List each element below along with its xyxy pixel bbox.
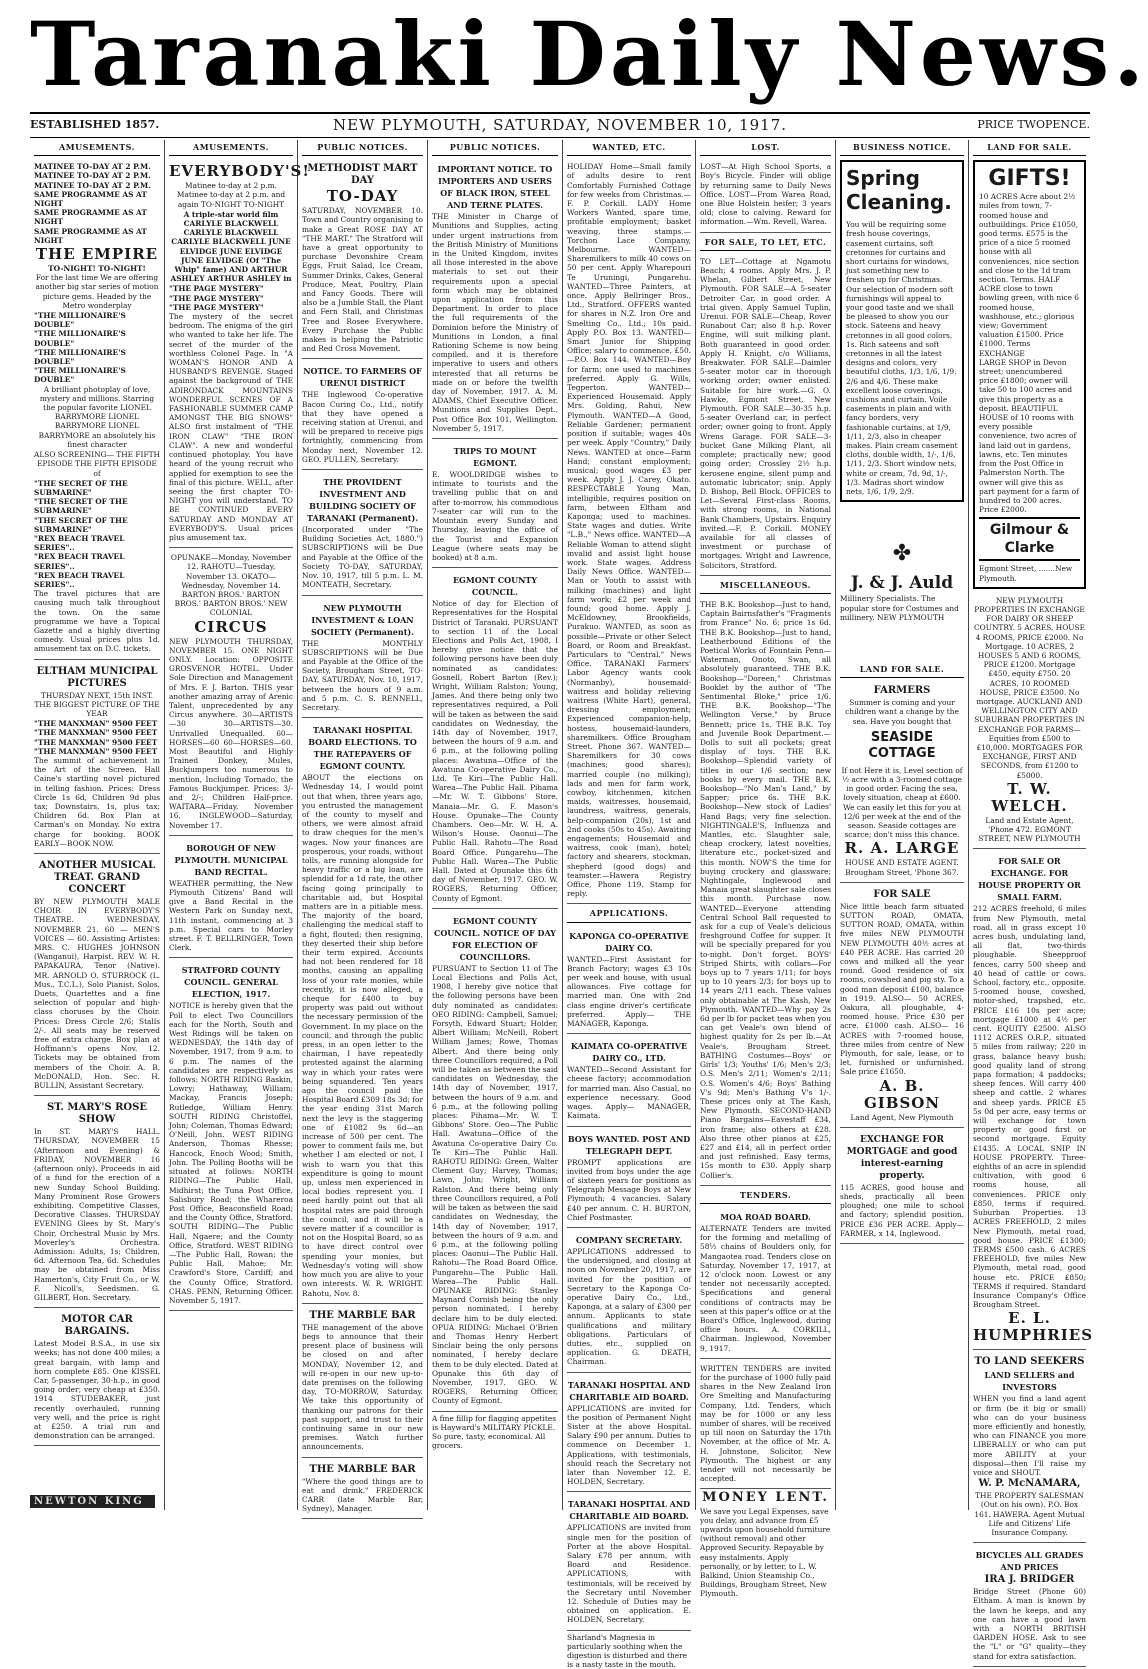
ad-text: NOTICE is hereby given that the Poll to elect Two Councillors each for the North, South and West Ridings will be taken on WEDNESDAY, the 14th day of November, 1917, from 9 a.m. to 6 p.m. The names of the candidates are respectively as follows: NORTH RIDING Baskin, Lowry; Hathaway, William; Mackay, Francis Joseph; Rutledge, William Henry. SOUTH RIDING Christoffel, John; Coleman, Thomas Edward; O'Neill, John. WEST RIDING Anderson, Thomas Rhesse; Hancock, Enoch Wood; Smith, John. The Polling Booths will be situated at follows: NORTH RIDING—The Public Hall, Midhirst; the Tuna Post Office, Salisbury Road; the Whareroa Post Office, Beaconsfield Road; and the County Office, Stratford. SOUTH RIDING—The Public Hall, Ngaere; and the County Office, Stratford. WEST RIDING—The Public Hall, Rowan; the Public Hall, Mahoe; Mr. Crawford's Store, Cardiff; and the County Office, Stratford. CHAS. PENN, Returning Officer. November 5, 1917. — [169, 1001, 293, 1305]
ad-text: 10 ACRES Acre about 2½ miles from town, 7-roomed house and outbuildings. Price £1050, good terms. £575 is the price of a nice 5 roomed house with all conveniences, nice section and close to the 1d tram section. Terms. HALF ACRE close to town bowling green, with nice 6 roomed house, washhouse, etc.; glorious view; Government valuation £1500. Price £1000. Terms — [979, 192, 1080, 349]
ad-text: The mystery of the secret bedroom. The enigma of the girl who wanted to take her life. The secret of the murder of the worthless Colonel Page. In "A WOMAN'S HONOR AND A HUSBAND'S REVENGE. Staged against the background of THE ADIRONDACK MOUNTAINS WONDERFUL SCENES OF A FASHIONABLE SUMMER CAMP AMONGST THE BIG SNOWS" ALSO first instalment of "THE IRON CLAW" "THE IRON CLAW". A new and wonderful continued photoplay. You have heard of the young recruit who applied for exemption to see the final of this picture. WELL, after seeing the first chapter TO-NIGHT you will understand. TO BE CONTINUED EVERY SATURDAY AND MONDAY AT EVERYBODY'S. Usual prices plus amusement tax. — [169, 312, 293, 542]
company-secretary-advert — [567, 1230, 691, 1373]
ad-text: PROMPT applications are invited from boys under the age of sixteen years for positions as Telegraph Message Boys at New Plymouth; 4 vacancies. Salary £40 per annum. C. H. BURTON, Chief Postmaster. — [567, 1157, 691, 1222]
ad-text: 115 ACRES, good house and sheds, practically all been ploughed; one mile to school and factory; splendid position. PRICE £36 PER ACRE. Apply— FARMER, x 14, Inglewood. — [840, 1182, 964, 1238]
ad-title: EGMONT COUNTY COUNCIL. — [452, 575, 538, 598]
everybodys-advert — [169, 159, 310, 548]
ad-title: GIFTS! — [988, 166, 1071, 192]
ad-text: The summit of achievement in the Art of the Screen. Hall Caine's startling novel pictured in telling fashion. Prices: Dress Circle 1s 6d, Children 9d plus tax; Downstairs, 1s, plus tax; Children 6d. Box Plan at Carman's on Monday. No extra charge for booking. BOOK EARLY—BOOK NOW. — [34, 755, 160, 848]
ad-text: You will be requiring some fresh house coverings, casement curtains, soft cretonnes for curtains and short curtains for windows, just something new to freshen up for Christmas. Our selection of modern soft furnishings will appeal to your good taste and we shall be pleased to show you our stock. Sateens and heavy cretonnes in all good colors, 1s. Rich sateens and soft cretonnes in all the latest designs and colors, very beautiful cloths, 1/3, 1/6, 1/9, 2/6 and 4/6. These make excellent loose coverings, cushions and curtain. Voile casements in plain and with fancy borders, very fashionable curtains, at 1/9, 1/11, 2/3, also in cheaper makes. Plain cream casement cloths, double width, 1/-, 1/6, 1/11, 2/3. Short window nets, white or cream, 7d, 9d, 1/-, 1/3. Madras short window nets, 1/6, 1/9, 2/9. — [846, 220, 958, 497]
munitions-notice — [432, 159, 558, 439]
egmont-council-election — [432, 911, 558, 1412]
agent-name: T. W. WELCH. — [991, 779, 1068, 815]
ad-title: THE MARBLE BAR — [309, 1309, 416, 1321]
ad-title: STRATFORD COUNTY COUNCIL. GENERAL ELECTION, 1917. — [181, 965, 281, 1000]
section-heading: APPLICATIONS. — [567, 906, 691, 922]
ad-title: MOTOR CAR BARGAINS. — [61, 1314, 133, 1338]
mortgage-exchange-advert — [840, 1130, 964, 1244]
ad-text: BY NEW PLYMOUTH MALE CHOIR IN EVERYBODY'S THEATRE. WEDNESDAY, NOVEMBER 21. 60 — MEN'S VOICES — 60. Assisting Artistes: MRS. C. HUGHES JOHNSON (Wanganui), Harpist. REV. W. H. PAPAKAURA, Tenor (Native). MR. ARNOLD O. STURROCK (L. Mus., T.C.L.), Solo Pianist. Solos, Duets, Quartettes and a fine selection of popular and high-class choruses by the Choir. Prices: Dress Circle 2/6; Stalls 2/-. All seats may be reserved free of extra charge. Box plan at Hoffmann's opens Nov. 12. Tickets may be obtained from members of the Choir. A. B. McDONALD, Hon. Sec. H. BULLIN, Assistant Secretary. — [34, 897, 160, 1091]
ad-title: TARANAKI HOSPITAL AND CHARITABLE AID BOARD. — [567, 1379, 691, 1402]
agent-name: R. A. LARGE — [844, 839, 960, 858]
hospital-board-letter — [302, 720, 423, 1304]
issue-price: PRICE TWOPENCE. — [977, 118, 1090, 131]
section-heading: AMUSEMENTS. — [169, 140, 293, 156]
bicycles-advert — [973, 1545, 1086, 1667]
ad-title: BICYCLES ALL GRADES AND PRICES — [975, 1550, 1084, 1573]
auld-store-name: J. & J. Auld — [850, 573, 954, 594]
ad-line: "THE MILLIONAIRE'S DOUBLE" — [34, 347, 126, 367]
ad-text: In ST. MARY'S HALL. THURSDAY, NOVEMBER 15 (Afternoon and Evening) & FRIDAY, NOVEMBER 16 (afternoon only). Proceeds in aid of a fund for the erection of a new Sunday School Building. Many Prominent Rose Growers exhibiting. Competitive Classes, Decorative Classes. THURSDAY EVENING Glees by St. Mary's Choir, Orchestral Music by Mrs. Moverley's Orchestra. Admission: Adults, 1s; Children, 6d. Afternoon Tea, 6d. Schedules may be obtained from Miss Hamerton's, City Fruit Co., or W. F. Nicoll's, Seedsmen. G. GILBERT, Hon. Secretary. — [34, 1127, 160, 1302]
ad-text: WANTED—First Assistant for Branch Factory; wages £3 10s per week and house, with usual allowances. Five cottage for married man. One with 2nd class engine driver's certificate preferred. Apply— THE MANAGER, Kaponga. — [567, 954, 691, 1029]
ad-title: TARANAKI HOSPITAL BOARD ELECTIONS. TO THE RATEPAYERS OF EGMONT COUNTY. — [308, 725, 417, 772]
spring-cleaning-advert — [840, 160, 964, 502]
ad-title: KAIMATA CO-OPERATIVE DAIRY CO., LTD. — [570, 1041, 688, 1064]
newton-king-banner: NEWTON KING — [30, 1495, 155, 1508]
ad-text: SATURDAY, NOVEMBER 10. Town and Country organising to make a Great ROSE DAY AT "THE MART." The Stratford will have a great opportunity to purchase Devonshire Cream Eggs, Fruit Salad, Ice Cream, Summer Drinks, Cakes, General Produce, Meat, Poultry, Plain and Fancy Goods. There will also be a Jumble Stall, the Plant and Fern Stall, and Christmas Tree and Rosee Everywhere. Every Purchase the Public makes is helping the Patriotic and Red Cross Movement. — [302, 206, 423, 354]
ad-text: Nice little beach farm situated SUTTON ROAD, OMATA, SUTTON ROAD, OMATA, within five miles NEW PLYMOUTH NEW PLYMOUTH 40½ acres at £40 PER ACRE. Has carried 20 cows and milked all the year round. Good residence of six rooms, cowshed and pig sty. To a good man deposit £100, balance in 1919. ALSO— 50 ACRES, Oakura, all ploughable, 4-roomed house. Price £30 per acre. £1000 cash. ALSO— 16 ACRES with 7-roomed house, three miles from centre of New Plymouth, for sale, lease, or to let, furnished or unfurnished. Sale price £1650. — [840, 901, 964, 1077]
lost-classifieds — [700, 159, 831, 232]
grand-concert-advert — [34, 856, 160, 1096]
ad-text: Land Agent, New Plymouth — [850, 1112, 954, 1122]
ad-text: THE B.K. Bookshop—Just to hand, Captain Bairnsfather's "Fragments from France" No. 6; price 1s 6d. THE B.K. Bookshop—Just to hand, Leatherbound Editions of the Poetical Works of Fountain Penn—Waterman, Onoto, Swan, all absolutely guaranteed. THE B.K. Bookshop—"Doreen," Christmas Booklet by the author of "The Sentimental Bloke," price 1/6. THE B.K. Bookshop—"The Wellington Verse," by Bruce Bennett; price 1s. THE B.K. Toy and Juvenile Book Department.—Dolls to suit all pockets; great display of toys. THE B.K. Bookshop—Splendid variety of titles in our 1/6 section; new books by every mail. THE B.K. Bookshop—"No Man's Land," by Sapper; price 6s. THE B.K. Bookshop—New stock of Ladies' Hand Bags; very fine selection. NIGHTINGALE'S, Influenza and Mantles, etc. Slaughter sale, cheap crockery, latest novelties, literature etc., pocket-sized and this month. NOW'S the time for buying crockery and glassware; Nightingale, Inglewood and Manaia great slaughter sale closes this month. Purchase now. WANTED—Everyone attending Central School Ball requested to ask for a cup of Veale's delicious freshground Coffee for supper. It will be specially prepared for you to-night. Don't forget. BOYS' Striped Shirts, with collars—For boys up to 7 years 1/11; for boys up to 10 years 2/3; for boys up to 14 years 2/11 each. These values only obtainable at The Kash, New Plymouth. WANTED—Why pay 2s 6d per lb for packet teas when you can get Veale's own blend of highest quality for 2s per lb.—At Veale's, Brougham Street. BATHING Costumes—Boys' or Girls' 1/3; Youths' 1/6; Men's 2/3; O.S. Men's 2/11; Women's 2/11; O.S. Women's 4/6; Boys' Bathing V's 9d; Men's Bathing V's 1/-. These prices only at The Kash, New Plymouth. SECOND-HAND Piano Bargains—Eavestaff £34, iron frame; also others at £28. Also three other pianos at £25, £27 and £14, all in perfect order and just refinished. Easy terms, 15s month to £30. Apply sharp Collier's. — [700, 599, 831, 1180]
ad-text: Summer is coming and your children want a change by the sea. Have you bought that — [845, 698, 959, 726]
ad-line: "THE PAGE MYSTERY" — [169, 284, 264, 294]
ad-text: Bridge Street (Phone 60) Eltham. A man is known by the lawn he keeps, and any one can have a good lawn with a NORTH BRITISH GARDEN HOSE. Ask to see the "L" or "G" quality—they stand for extra satisfaction. — [973, 1587, 1086, 1661]
section-heading: BUSINESS NOTICE. — [840, 140, 964, 156]
ad-title: ST. MARY'S ROSE SHOW — [47, 1102, 147, 1126]
ad-line: MATINEE TO-DAY AT 2 P.M. — [34, 171, 151, 181]
pickle-filler: A fine fillip for flagging appetites is Hayward's MILITARY PICKLE. So pure, tasty, economical. All grocers. — [432, 1413, 556, 1451]
ad-text: THE Minister in Charge of Munitions and Supplies, acting under urgent instructions from the British Ministry of Munitions in the United Kingdom, invites all those interested in the above materials to set out their requirements upon a special form which may be obtained upon application from this Department. In order to place the full requirements of the Dominion before the Ministry of Munitions in London, a final Rationing Scheme is now being compiled, and it is therefore imperative to users and others interested that all returns be made on or before the twelfth day of November, 1917. A. M. ADAMS, Chief Executive Officer. Munitions and Supplies Dept., Post Office Box 101, Wellington. November 5, 1917. — [432, 212, 558, 433]
issue-date: NEW PLYMOUTH, SATURDAY, NOVEMBER 10, 1917. — [332, 116, 788, 134]
column-amusements-2 — [165, 140, 310, 1510]
ad-line: "THE MANXMAN" 9500 FEET — [34, 737, 158, 747]
column-public-notices-2 — [428, 140, 563, 1510]
ad-line: "THE MILLIONAIRE'S DOUBLE" — [34, 329, 126, 348]
ad-line: "THE PAGE MYSTERY" — [169, 302, 264, 312]
ad-line: "THE MANXMAN" 9500 FEET — [34, 746, 158, 756]
ad-text: LARGE SHOP in Devon street; unencumbered price £1800; owner will take 50 to 100 acres and give this property as a deposit. BEAUTIFUL HOUSE of 10 rooms with every possible convenience, two acres of land laid out in gardens, lawns, etc. Ten minutes from the Post Office in Palmerston North. The owner will give this as part payment for a farm of hundred to 200 acres. Price £2000. — [979, 357, 1079, 515]
ad-text: TO LET—Cottage at Ngamotu Beach; 4 rooms. Apply Mrs. J. P. Whelan, Gilbert Street, New Plymouth. FOR SALE—A 5-seater Detroiter Car, in good order. A trial given. Apply Samuel Tuplin, Urenui. FOR SALE—Cheap, Rover Runabout Car; also 8 h.p. Rover Engine, will suit milking plant. Both guaranteed in good order. Apply H. Knight, c/o Williams, Breakwater. FOR SALE—Daimler 5-seater motor car in thorough working order; owner enlisted. Suitable for hire work.—G. O. Hawke, Egmont Street, New Plymouth. FOR SALE—30-35 h.p. 5-seater Overland car, in perfect order; owner going to front. Apply Wrens Garage. FOR SALE—3-bucket Gane Milking Plant, all complete; practically new; good going order; Crossley 2½ h.p. kerosene engine, silent pump and automatic lubricator; snip. Apply D. Bishop, Bell Block. OFFICES to Let—Several First-class Rooms, with strong rooms, in National Bank Chambers, Upstairs. Enquiry invited.—F. P. Corkill. MONEY available for all classes of investment or purchase of mortgages. Wright and Lawrence, Solicitors, Stratford. — [700, 256, 831, 570]
shares-tender — [700, 1361, 831, 1490]
forsale-classifieds — [700, 254, 831, 576]
ad-text: Land and Estate Agent, 'Phone 472. EGMONT STREET, NEW PLYMOUTH — [978, 815, 1081, 844]
ad-line: "THE SECRET OF THE SUBMARINE" — [34, 515, 128, 534]
agent-name: W. P. McNAMARA, — [978, 1478, 1081, 1490]
seaside-cottage-advert — [840, 681, 964, 883]
marble-bar-notice-2 — [302, 1460, 423, 1520]
ad-title: TRIPS TO MOUNT EGMONT. — [453, 446, 537, 469]
ad-text: THE PROPERTY SALESMAN (Out on his own). P.O. Box 161. HAWERA. Agent Mutual Life and Citizens' Life Insurance Company. — [974, 1491, 1085, 1537]
boys-wanted-advert — [567, 1129, 691, 1228]
ad-title: EXCHANGE — [979, 348, 1025, 358]
rose-show-advert — [34, 1098, 160, 1308]
welch-exchange-advert — [973, 593, 1086, 850]
agent-name: E. L. HUMPHRIES — [973, 1309, 1094, 1345]
ad-title: THE MARBLE BAR — [309, 1463, 416, 1475]
ornament-icon: ✤ — [892, 541, 912, 567]
agent-name: Gilmour & Clarke — [979, 517, 1080, 561]
ad-line: "THE MILLIONAIRE'S DOUBLE" — [34, 311, 126, 330]
ad-text: HOLIDAY Home—Small family of adults desire to rent Comfortably Furnished Cottage for few weeks from Christmas.—F. P. Corkill. LADY Home Workers Wanted, spare time, profitable employment; basket weaving, three stamps.—Torchon Lace Company, Melbourne. WANTED—Sharemilkers to milk 40 cows on 50 per cent. Apply Wharepouri Te Uruningi, Pungarehu. WANTED—Three Painters, at once. Apply Bellringer Bros., Ltd., Stratford. OFFERS wanted for shares in N.Z. Iron Ore and Smelting Co., Ltd.; 10s paid. Apply P.O. Box 13. WANTED—Smart Junior for Shipping Office; salary to commence, £50.—P.O. Box 144. WANTED—Boy for farm; one used to machines preferred. Apply G. Wills, Tegperton. WANTED—Experienced Housemaid. Apply Mrs. Golding, Rahui, New Plymouth. WANTED—A Good, Reliable Gardener; permanent position if suitable; wages 40s per week. Apply "Country," Daily News. WANTED at once—Farm Hand; constant employment; musical; good wages £3 per week. Apply J. J. Carey, Okato. RESPECTABLE Young Man, intelligible, requires position on farm, between Eltham and Kaponga; used to machines. State wages and duties. Write "L.B.," News office. WANTED—A Reliable Woman to attend slight invalid and assist light house work. State wages. Address Daily News Office. WANTED—Man or Youth to assist with milking (machines) and light farm work; £2 per week and found; good home. Apply J. McEldowney, Brookfields, Purakuo. WANTED, as soon as possible—Private or other Select Board, or Room and Breakfast. Particulars to "Central," News Office. TARANAKI Farmers' Labor Agency wants cook (Normanby), housemaid-waitress and holiday relieving waitress (White Hart), general, dressing employment; Experienced companion-help, hostess, housemaid-launders, sharemilkers. Office Brougham Street. Phone 367. WANTED—Sharemilkers for 30 cows (machines; good shares); married couple (no milking); lads and men for farm work, cowboy, kitchenmen, kitchen maids, waitresses, housemaid, laundress, waitress, generals, help-companion (20s), 1st and 2nd cooks (50s to 45s). Awaiting engagements; Housemaid and waitress, cook (man), hotel; factory and shearers, stockman, shepherd (good dogs) and teamster.—Hawera Registry Office, Phone 119. Stamp for reply. — [567, 162, 691, 899]
ad-text: (Incorporated under "The Building Societies Act, 1880.") SUBSCRIPTIONS will be Due and Payable at the Office of the Society TO-DAY, SATURDAY, Nov. 10, 1917, till 5 p.m. L. M. MONTEATH, Secretary. — [302, 525, 423, 590]
ad-title: METHODIST MART DAY — [307, 163, 418, 187]
ad-text: A brilliant photoplay of love, mystery and millions. Starring the popular favorite LIONEL BARRYMORE LIONEL BARRYMORE LIONEL BARRYMORE an absolutely his finest character — [38, 384, 156, 449]
ad-text: ALSO SCREENING— THE FIFTH EPISODE THE FIFTH EPISODE of — [34, 450, 160, 478]
masthead — [0, 0, 1148, 112]
ad-text: We save you Legal Expenses, save you delay, and advance from £5 upwards upon household furniture (without removal) and other Approved Security. Repayable by easy instalments. Apply personally, or by letter, to L. W. Balkind, Union Steamship Co., Buildings, Brougham Street, New Plymouth. — [700, 1506, 831, 1599]
ad-title: EGMONT COUNTY COUNCIL. NOTICE OF DAY FOR ELECTION OF COUNCILLORS. — [433, 915, 557, 962]
wanted-classifieds — [567, 159, 691, 904]
ad-line: MATINEE TO-DAY AT 2 P.M. — [34, 162, 151, 172]
section-heading: PUBLIC NOTICES. — [432, 140, 558, 156]
eltham-pictures-advert — [34, 662, 160, 854]
investment-society-notice — [302, 598, 423, 719]
provident-society-notice — [302, 472, 423, 595]
ad-subtitle: TO-DAY — [326, 187, 399, 206]
ad-text: Notice of day for Election of Representatives for the Hospital District of Taranaki. PURSUANT to section 11 of the Local Elections and Polls Act, 1908, I hereby give notice that the following persons have been duly nominated as candidates: Gosnell, Robert Barton (Rev.); Wright, William Ralston; Young, James. And there being only two representatives required, a Poll will be taken as between the said candidates on Wednesday, the 14th day of November, 1917, between the hours of 9 a.m. and 6 p.m., at the following polling places: Awatuna—Office of the Awatuna Co-operative Dairy Co., Ltd. Te Kiri—The Public Hall. Warea—The Public Hall. Pihama—Mr. W. T. Gibbons' Store. Manaia—Mr. G. F. Mason's House. Opunake—The County Chambers. Oeo—Mr. W. H. A. Wilson's House. Oaonui—The Public Hall. Rahotu—The Road Board Office. Pungarehu—The Public Hall. Warea—The Public Hall. Dated at Opunake this 6th day of November, 1917. GEO. W. ROGERS, Returning Officer, County of Egmont. — [432, 599, 558, 903]
humphries-advert — [973, 851, 1094, 1350]
ad-text: Matinee to-day at 2 p.m. Matinee to-day at 2 p.m. and again TO-NIGHT TO-NIGHT — [176, 181, 286, 209]
mart-day-notice — [302, 159, 423, 359]
moa-road-board-tender — [700, 1207, 831, 1359]
section-heading: AMUSEMENTS. — [34, 140, 160, 156]
ad-text: For the last time We are offering another big star series of motion picture gems. Headed by the Metro wonderplay — [35, 273, 159, 310]
ad-text: WHEN you find a land agent or firm (be it big or small) who can do your business more efficiently and honestly, who can FINANCE you more LIBERALLY or who can put more ABILITY at your disposal—then I'll raise my voice and SHOUT. — [973, 1394, 1086, 1477]
ad-text: The travel pictures that are causing much talk throughout the town. On the same programme we have a Topical Gazette and a highly diverting comedy. Usual prices plus 1d. amusement tax on D.C. tickets. — [34, 589, 160, 654]
ad-title: EVERYBODY'S! — [169, 162, 310, 181]
established-label: ESTABLISHED 1857. — [30, 118, 160, 131]
ad-line: "THE PAGE MYSTERY" — [169, 293, 264, 303]
ad-text: PURSUANT to Section 11 of The Local Elections and Polls Act, 1908, I hereby give notice that the following persons have been duly nominated as candidates: OEO RIDING: Campbell, Samuel; Forsyth, Edward Stuart; Holder, Albert William; McNeill, Robert William James; Rowe, Thomas Albert. And there being only three Councillors required, a Poll will be taken as between the said candidates on Wednesday, the 14th day of November, 1917, between the hours of 9 a.m. and 6 p.m., at the following polling places: Pihama—Mr. W. T. Gibbons' Store. Oeo—The Public Hall. Awatuna—Office of the Awatuna Co-operative Dairy Co. Te Kiri—The Public Hall. RAHOTU RIDING: Green, Walter Clement Guy; Harvey, Thomas; Lawn, John; Wright, William Ralston. And there being only three Councillors required, a Poll will be taken as between the said candidates on Wednesday, the 14th day of November, 1917, between the hours of 9 a.m. and 6 p.m., at the following polling places: Oaonui—The Public Hall. Rahotu—The Road Board Office. Pungarehu—The Public Hall. Warea—The Public Hall. OPUNAKE RIDING: Stanley Maynard Cornish being the only person nominated, I hereby declare him to be duly elected. OPUA RIDING: Michael O'Brien and Thomas Henry Herbert Sinclair being the only persons nominated, I hereby declare them to be duly elected. Dated at Opunake this 6th day of November, 1917. GEO. W. ROGERS, Returning Officer, County of Egmont. — [432, 963, 558, 1406]
section-heading: LAND FOR SALE. — [973, 140, 1086, 156]
kaimata-dairy-advert — [567, 1036, 691, 1126]
ad-title: KAPONGA CO-OPERATIVE DAIRY CO. — [569, 930, 689, 953]
section-heading: LOST. — [700, 140, 831, 156]
agent-name: IRA J. BRIDGER — [984, 1574, 1075, 1586]
ad-line: "THE SECRET OF THE SUBMARINE" — [34, 497, 128, 516]
newspaper-title: Taranaki Daily News. — [30, 2, 1148, 106]
ad-text: ABOUT the elections on Wednesday 14, I would point out that when, three years ago, you entrusted the management of the county to myself and others, we were almost afraid to draw cheques for the men's wages. Now your finances are prosperous, your roads, without tolls, are running alongside for heavy traffic or a big loan, are splendid for a 1d rate, the other facing going principally to charitable aid, but Hospital matters are in a pitiable mess. The majority of the board, challenging the medical staff to a fight, flouted; then resigning, they deserted their ship before their term expired. Accounts had not been rendered for 18 months, causing an appalling loss of your rate monies, while recently, it is now alleged, a cheque for £400 to buy property was paid out without the necessary permission of the Government. In my place on the council, and through the public press, in an open letter to the chairman, I have repeatedly protested against the alarming way in which your rates were being squandered. Ten years ago the council paid the Hospital Board £309 18s 3d; for the year ending 31st March next the levy is the staggering one of £1082 9s 6d—an increase of 500 per cent. The power to comment fails me, but whether I am elected or not, I wish to warn you that this expenditure is going to mount up, unless men experienced in local bodies represent you. I need hardly point out that all hospital rates are paid through the council, and it will be a severe matter if a councillor is not on the Hospital Board, so as to have direct control over spending your monies, but Wednesday's voting will show how much you are alive to your own interests. W. R. WRIGHT. Rahotu, Nov. 8. — [302, 773, 423, 1298]
section-heading: MISCELLANEOUS. — [700, 578, 831, 594]
ad-line: SAME PROGRAMME AS AT NIGHT — [34, 208, 147, 227]
mcnamara-advert — [973, 1352, 1086, 1543]
ad-text: APPLICATIONS addressed to the undersigned, and closing at noon on November 20, 1917, are invited for the position of Secretary to the Kaponga Co-operative Dairy Co., Ltd., Kaponga, at a salary of £300 per annum. Applicants to state qualifications and military obligations. Particulars of duties, etc., supplied on application. G. DEATH, Chairman. — [567, 1246, 691, 1367]
egmont-council-notice — [432, 570, 558, 909]
hospital-porter-advert — [567, 1494, 691, 1630]
ad-text: LOST—At High School Sports, a Boy's Bicycle. Finder will oblige by returning same to Daily News Office. LOST—From Warea Road, one Blue Holstein heifer; 3 years old; close to calving. Reward for information.—Wm. Revell, Warea. — [700, 162, 831, 227]
ad-title: BOYS WANTED. POST AND TELEGRAPH DEPT. — [567, 1133, 691, 1156]
ad-title: EXCHANGE FOR MORTGAGE and good interest-earning property. — [846, 1134, 958, 1181]
mount-egmont-trips — [432, 441, 558, 568]
ad-title: MOA ROAD BOARD. — [720, 1211, 811, 1222]
ad-line: SAME PROGRAMME AS AT NIGHT — [34, 189, 147, 209]
section-heading: WANTED, ETC. — [567, 140, 691, 156]
ad-text: THURSDAY NEXT, 15th INST. THE BIGGEST PICTURE OF THE YEAR — [34, 690, 160, 718]
hospital-night-sister-advert — [567, 1375, 691, 1493]
ad-text: 212 ACRES freehold, 6 miles from New Plymouth, metal road, all in grass except 10 acres bush, undulating land, all flat, two-thirds ploughable. Sheepproof fences, carry 500 sheep and 40 head of cattle or cows. School, factory, etc., opposite. 5-roomed house, cowshed, motor-shed, trapshed, etc. PRICE £16 10s per acre; mortgage £1000 at 4½ per cent. EQUITY £2500. ALSO 1112 ACRES O.R.P., situated 5 miles from railway; 220 in grass, balance heavy bush; good quality land of strong papa formation; 4 paddocks; sheep fences. Will carry 400 sheep and cattle. 2 whares and sheep yards. PRICE £5 5s 0d per acre, easy terms or will exchange for town property or good first or second mortgage. Equity £1435. A LOCAL SNIP IN HOUSE PROPERTY. Three-eighths of an acre in splendid cultivation, with good 6 rooms house, all conveniences. PRICE only £850, terms if required. Suburban Properties. 13 ACRES FREEHOLD, 2 miles New Plymouth, metal road, good house. PRICE £1300; TERMS £500 cash. 6 ACRES FREEHOLD, five miles New Plymouth, metal road, good house etc. PRICE £850; TERMS if required. Standard Insurance Company's Office Brougham Street. — [973, 904, 1086, 1310]
ad-line: SAME PROGRAMME AS AT NIGHT — [34, 226, 147, 245]
section-heading: TENDERS. — [700, 1188, 831, 1204]
ad-title: TARANAKI HOSPITAL AND CHARITABLE AID BOARD. — [567, 1499, 691, 1522]
ad-line: MATINEE TO-DAY AT 2 P.M. — [34, 180, 151, 190]
ad-text: "Where the good things are to eat and drink." FREDERICK CARR (late Marble Bar, Sydney), Manager. — [302, 1476, 423, 1514]
omata-farm-advert — [840, 885, 964, 1128]
ad-text: A triple-star world film CARLYLE BLACKWELL CARLYLE BLACKWELL CARLYLE BLACKWELL JUNE ELVIDGE JUNE ELVIDGE JUNE ELVIDGE (Of "The Whip" fame) AND ARTHUR ASHLEY ARTHUR ASHLEY in — [170, 209, 292, 284]
ad-text: APPLICATIONS are invited from single men for the position of Porter at the above Hospital. Salary £78 per annum, with Board and Residence. APPLICATIONS, with testimonials, will be received by the Secretary until November 12. Schedule of Duties may be obtained on application. E. HOLDEN, Secretary. — [567, 1523, 691, 1625]
ad-text: OPUNAKE—Monday, November 12. RAHOTU—Tuesday, November 13. OKATO—Wednesday, November 14. BARTON BROS.' BARTON BROS.' BARTON BROS.' NEW COLONIAL — [170, 553, 292, 618]
ad-title: FOR SALE OR EXCHANGE. FOR HOUSE PROPERTY OR SMALL FARM. — [978, 856, 1081, 903]
ad-title: COMPANY SECRETARY. — [575, 1234, 683, 1245]
urenui-notice — [302, 361, 423, 470]
section-heading: LAND FOR SALE. — [840, 662, 964, 678]
ad-text: HOUSE AND ESTATE AGENT. Brougham Street, 'Phone 367. — [845, 858, 959, 877]
ad-text: Egmont Street, .......New Plymouth. — [979, 564, 1073, 583]
band-recital-notice — [169, 838, 293, 959]
miscellaneous-classifieds — [700, 597, 831, 1186]
ad-title: ELTHAM MUNICIPAL PICTURES — [36, 665, 158, 689]
empire-advert — [34, 159, 160, 659]
gifts-advert — [973, 160, 1086, 589]
ad-subtitle: LAND SELLERS and INVESTORS — [984, 1370, 1075, 1393]
ad-title: ANOTHER MUSICAL TREAT. GRAND CONCERT — [38, 860, 156, 896]
ad-text: NEW PLYMOUTH THURSDAY, NOVEMBER 15. ONE NIGHT ONLY. Location: OPPOSITE GROSVENOR HOTEL. Under Sole Direction and Management of Mrs. F. J. Barton. THIS year another amazing array of Arenic Talent, unprecedented by any Circus anywhere. 30—ARTISTS—30 30—ARTISTS—30. Unrivalled Unequalled. 60—HORSES—60 60—HORSES—60. Most Beautiful and Highly Trained Donkey, Mules, Buckjumpers too numerous to mention, Including Tornado, the Famous Buckjumper. Prices: 3/- and 2/-; Children Half-price. WAITARA—Friday, November 16. INGLEWOOD—Saturday, November 17. — [169, 636, 293, 830]
ad-line: "REX BEACH TRAVEL SERIES".. — [34, 533, 125, 553]
circus-advert — [169, 550, 293, 836]
ad-text: WRITTEN TENDERS are invited for the purchase of 1000 fully paid shares in the New Zealand Iron Ore Smelting and Manufacturing Company, Ltd. Tenders, which may be for 1000 or any less number of shares, will be received up till noon on Saturday the 17th November, at the office of Mr. A. H. Johnstone, Solicitor, New Plymouth. The highest or any tender will not necessarily be accepted. — [700, 1363, 831, 1484]
ad-line: "THE MANXMAN" 9500 FEET — [34, 728, 158, 738]
ad-title: BOROUGH OF NEW PLYMOUTH. MUNICIPAL BAND RECITAL. — [174, 842, 288, 877]
ad-text: WANTED—Second Assistant for cheese factory; accommodation for married man. Also Casual, no experience necessary. Good wages. Apply— MANAGER, Kaimata. — [567, 1065, 691, 1121]
kaponga-dairy-advert — [567, 926, 691, 1035]
ad-title: SEASIDE COTTAGE — [868, 729, 936, 761]
ad-title: IMPORTANT NOTICE. TO IMPORTERS AND USERS OF BLACK IRON, STEEL AND TERNE PLATES. — [437, 164, 553, 211]
column-wanted — [563, 140, 696, 1669]
ad-text: WEATHER permitting, the New Plymouth Citizens' Band will give a Band Recital in the Western Park on Sunday next, 11th instant, commencing at 3 p.m. Special cars to Morley street. F. T. BELLRINGER, Town Clerk. — [169, 878, 293, 953]
ad-title: TO LAND SEEKERS — [974, 1356, 1085, 1368]
ad-title: NOTICE. TO FARMERS OF URENUI DISTRICT — [303, 366, 422, 389]
ad-text: ALTERNATE Tenders are invited for the forming and metalling of 58½ chains of Boulders only, for Mangaotea road. Tenders close on Saturday, November 17, 1917, at 12 o'clock noon. Lowest or any tender not necessarily accepted. Specifications and general conditions of contracts may be seen at this paper's office or at the Board's Office, Inglewood, during office hours. A. CORKILL, Chairman. Inglewood, November 9, 1917. — [700, 1223, 831, 1353]
ad-title: NEW PLYMOUTH INVESTMENT & LOAN SOCIETY (Permanent). — [311, 602, 414, 637]
ad-text: E. WOOLDRIDGE wishes to intimate to tourists and the travelling public that on and after to-morrow, his commodious 7-seater car will run to the Mountain every Sunday and Thursday, leaving the office of the Tourist and Expansion League (where seats may be booked) at 8 a.m. — [432, 470, 558, 562]
ad-title: FARMERS — [873, 685, 931, 697]
ad-title: FOR SALE — [873, 888, 931, 900]
money-lent-title: MONEY LENT. — [702, 1490, 829, 1506]
ad-line: "THE MILLIONAIRE'S DOUBLE" — [34, 366, 126, 385]
column-amusements-1 — [30, 140, 165, 1510]
column-business-notices — [836, 140, 969, 1510]
dateline-bar — [30, 112, 1090, 138]
ad-title: Spring Cleaning. — [846, 166, 952, 215]
ad-text: Latest Model B.S.A., in use six weeks; has not done 400 miles; a great bargain, with lamp and horn complete £85. One KISSEL Car, 5-passenger, 30-h.p., in good going order; very cheap at £350. 1914 STUDEBAKER, just recently overhauled, running very well, and the price is right at £250. A trial run and demonstration can be arranged. — [34, 1339, 160, 1441]
magnesia-filler: Sharland's Magnesia in particularly soothing when the digestion is disturbed and there is a nasty taste in the mouth. — [567, 1632, 687, 1669]
marble-bar-notice — [302, 1306, 423, 1458]
section-heading: FOR SALE, TO LET, ETC. — [700, 235, 831, 251]
ad-text: THE management of the above begs to announce that their present place of business will be closed on and after MONDAY, November 12, and will re-open in our new up-to-date premises on the following day, TO-MORROW, Saturday. We take this opportunity of thanking our patrons for their past support, and trust to their continuing same in our new premises. Watch further announcements. — [302, 1322, 423, 1452]
stratford-election-notice — [169, 960, 293, 1311]
ad-line: "REX BEACH TRAVEL SERIES".. — [34, 552, 125, 571]
empire-title: THE EMPIRE — [35, 245, 159, 264]
agent-name: A. B. GIBSON — [863, 1076, 941, 1112]
ad-text: If not Here it is, Level section of ½ acre with a 3-roomed cottage in good order. Facing the sea, lovely situation, cheap at £600. We can easily let this for you at 12/6 per week at the end of the season. Seaside cottages are scarce; don't miss this chance. — [841, 765, 963, 840]
ad-text: THE MONTHLY SUBSCRIPTIONS will be Due and Payable at the Office of the Society, Brougham Street, TO-DAY, SATURDAY, Nov. 10, 1917, between the hours of 9 a.m. and 5 p.m. C. S. RENNELL, Secretary. — [302, 638, 423, 712]
column-land-for-sale — [969, 140, 1094, 1661]
page-columns — [30, 140, 1094, 1669]
column-lost-forsale — [696, 140, 836, 1599]
ad-line: "THE SECRET OF THE SUBMARINE" — [34, 478, 128, 497]
column-public-notices-1 — [298, 140, 428, 1514]
empire-tonight: TO-NIGHT! TO-NIGHT! — [48, 264, 146, 274]
motor-bargains-advert — [34, 1310, 160, 1446]
ad-title: THE PROVIDENT INVESTMENT AND BUILDING SOCIETY OF TARANAKI (Permanent). — [306, 477, 419, 524]
section-heading: PUBLIC NOTICES. — [302, 140, 423, 156]
ad-line: "THE MANXMAN" 9500 FEET — [34, 719, 158, 729]
ad-line: "REX BEACH TRAVEL SERIES".. — [34, 570, 125, 589]
ad-text: NEW PLYMOUTH PROPERTIES IN EXCHANGE FOR DAIRY OR SHEEP COUNTRY. 5 ACRES, HOUSE 4 ROOMS, PRICE £2000. No Mortgage. 10 ACRES, 2 HOUSES 5 AND 6 ROOMS, PRICE £1200. Mortgage £450, equity £750. 20 ACRES, 10 ROOMED HOUSE, PRICE £3500. No mortgage. AUCKLAND AND WELLINGTON CITY AND SUBURBAN PROPERTIES IN EXCHANGE FOR FARMS— Equities from £500 to £10,000. MORTGAGES FOR EXCHANGE, FIRST AND SECONDS, from £1200 to £5000. — [974, 595, 1085, 780]
ad-text: APPLICATIONS are invited for the position of Permanent Night Sister at the above Hospital. Salary £90 per annum. Duties to commence on December 1. Applications, with testimonials, should reach the Secretary not later than November 12. E. HOLDEN, Secretary. — [567, 1403, 691, 1487]
ad-text: THE Inglewood Co-operative Bacon Curing Co., Ltd., notify that they have opened a receiving station at Urenui, and will be prepared to receive pigs fortnightly, commencing from Monday next, November 12. GEO. PULLEN, Secretary. — [302, 390, 423, 464]
ad-text: Millinery Specialists. The popular store for Costumes and millinery. NEW PLYMOUTH — [840, 594, 959, 622]
ad-title: CIRCUS — [194, 617, 268, 636]
